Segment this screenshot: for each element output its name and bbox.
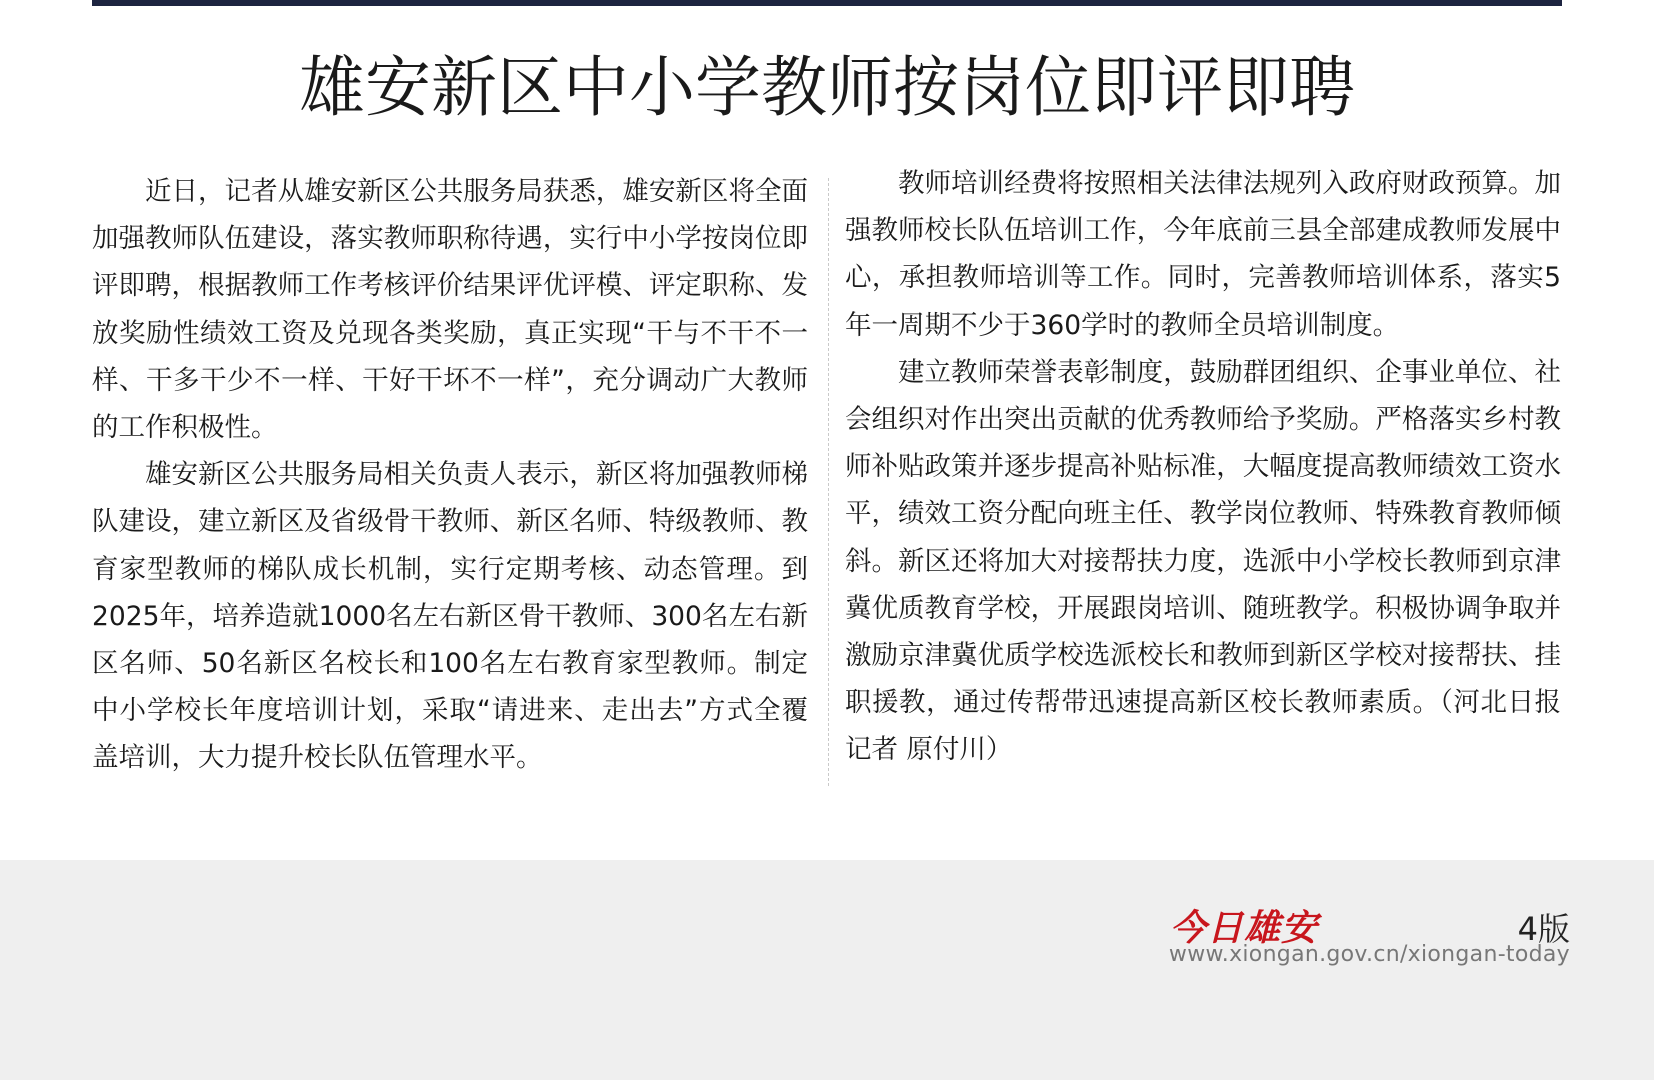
paragraph: 教师培训经费将按照相关法律法规列入政府财政预算。加强教师校长队伍培训工作，今年底前三县全部建成教师发展中心，承担教师培训等工作。同时，完善教师培训体系，落实5年一周期不少于360学时的教师全员培训制度。 <box>845 168 1561 341</box>
top-rule <box>92 0 1562 6</box>
paragraph: 雄安新区公共服务局相关负责人表示，新区将加强教师梯队建设，建立新区及省级骨干教师、新区名师、特级教师、教育家型教师的梯队成长机制，实行定期考核、动态管理。到2025年，培养造就1000名左右新区骨干教师、300名左右新区名师、50名新区名校长和100名左右教育家型教师。制定中小学校长年度培训计划，采取“请进来、走出去”方式全覆盖培训，大力提升校长队伍管理水平。 <box>92 459 808 774</box>
column-divider <box>828 178 829 786</box>
footer-band <box>0 860 1654 1080</box>
paragraph: 建立教师荣誉表彰制度，鼓励群团组织、企事业单位、社会组织对作出突出贡献的优秀教师给予奖励。严格落实乡村教师补贴政策并逐步提高补贴标准，大幅度提高教师绩效工资水平，绩效工资分配向班主任、教学岗位教师、特殊教育教师倾斜。新区还将加大对接帮扶力度，选派中小学校长教师到京津冀优质教育学校，开展跟岗培训、随班教学。积极协调争取并激励京津冀优质学校选派校长和教师到新区学校对接帮扶、挂职援教，通过传帮带迅速提高新区校长教师素质。（河北日报记者 原付川） <box>845 356 1561 766</box>
brand-logo: 今日雄安 <box>1170 907 1319 949</box>
site-url[interactable]: www.xiongan.gov.cn/xiongan-today <box>1168 942 1570 967</box>
paragraph: 近日，记者从雄安新区公共服务局获悉，雄安新区将全面加强教师队伍建设，落实教师职称待遇，实行中小学按岗位即评即聘，根据教师工作考核评价结果评优评模、评定职称、发放奖励性绩效工资及兑现各类奖励，真正实现“干与不干不一样、干多干少不一样、干好干坏不一样”，充分调动广大教师的工作积极性。 <box>92 176 808 444</box>
article-column-right <box>845 160 1561 774</box>
page-number: 4版 <box>1517 910 1570 948</box>
page-title: 雄安新区中小学教师按岗位即评即聘 <box>299 49 1355 126</box>
article-column-left <box>92 168 808 782</box>
